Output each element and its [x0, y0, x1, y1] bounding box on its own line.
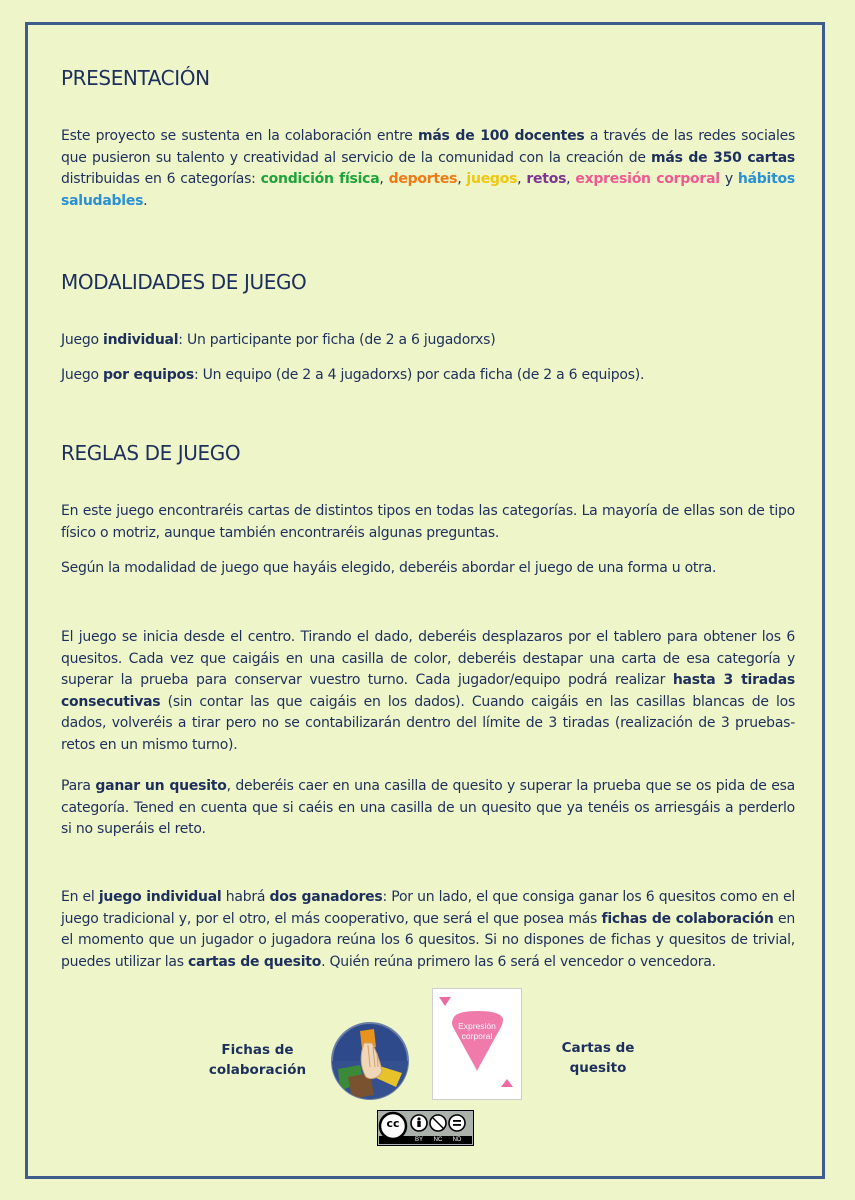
category-retos: retos: [526, 171, 567, 187]
quesito-card: [432, 988, 522, 1100]
heading-modalidades: MODALIDADES DE JUEGO: [61, 270, 307, 294]
reglas-paragraph-2: Según la modalidad de juego que hayáis elegido, deberéis abordar el juego de una forma u otra.: [61, 560, 717, 576]
presentacion-paragraph: Este proyecto se sustenta en la colaboración entre más de 100 docentes a través de las redes sociales que pusieron su talento y creatividad al servicio de la comunidad con la creación de más de 350 cartas distribuidas en 6 categorías: condición física, deportes, juegos, retos, expresión corporal y hábitos saludables.: [61, 128, 795, 209]
fichas-label: Fichas de colaboración: [208, 1042, 307, 1078]
category-deportes: deportes: [388, 171, 458, 187]
highlight-cartas: más de 350 cartas: [651, 149, 795, 166]
reglas-paragraph-5: En el juego individual habrá dos ganadores: Por un lado, el que consiga ganar los 6 quesitos como en el juego tradicional y, por el otro, el más cooperativo, que será el que posea más fichas de colaboración en el momento que un jugador o jugadora reúna los 6 quesitos. Si no dispones de fichas y quesitos de trivial, puedes utilizar las cartas de quesito. Quién reúna primero las 6 será el vencedor o vencedora.: [61, 889, 796, 970]
license-by-text: BY: [414, 1137, 423, 1143]
highlight-docentes: más de 100 docentes: [418, 128, 585, 144]
category-condicion-fisica: condición física: [260, 171, 380, 187]
reglas-paragraph-4: Para ganar un quesito, deberéis caer en una casilla de quesito y superar la prueba que se os pida de esa categoría. Tened en cuenta que si caéis en una casilla de un quesito que ya tenéis os arriesgáis a perderlo si no superáis el reto.: [61, 778, 795, 837]
cc-license-badge: [377, 1110, 474, 1146]
collaboration-token-icon: [330, 1021, 410, 1101]
quesito-card-icon: [433, 989, 521, 1099]
category-expresion-corporal: expresión corporal: [575, 171, 720, 187]
nd-icon: [449, 1115, 465, 1131]
heading-reglas: REGLAS DE JUEGO: [61, 441, 241, 465]
modalidad-equipos: Juego por equipos: Un equipo (de 2 a 4 jugadorxs) por cada ficha (de 2 a 6 equipos).: [61, 367, 645, 383]
modalidad-individual: Juego individual: Un participante por ficha (de 2 a 6 jugadorxs): [61, 332, 496, 348]
cartas-label: Cartas de quesito: [561, 1040, 635, 1076]
category-juegos: juegos: [466, 171, 518, 187]
heading-presentacion: PRESENTACIÓN: [61, 66, 210, 90]
reglas-paragraph-1: En este juego encontraréis cartas de distintos tipos en todas las categorías. La mayoría de ellas son de tipo físico o motriz, aunque también encontraréis algunas preguntas.: [61, 503, 795, 541]
license-nd-text: ND: [452, 1137, 462, 1143]
category-habitos-saludables: hábitos saludables: [61, 171, 795, 209]
card-caption: Expresión corporal: [458, 1021, 496, 1041]
reglas-paragraph-3: El juego se inicia desde el centro. Tirando el dado, deberéis desplazaros por el tablero para obtener los 6 quesitos. Cada vez que caigáis en una casilla de color, deberéis destapar una carta de esa categoría y superar la prueba para conservar vuestro turno. Cada jugador/equipo podrá realizar hasta 3 tiradas consecutivas (sin contar las que caigáis en los dados). Cuando caigáis en las casillas blancas de los dados, volveréis a tirar pero no se contabilizarán dentro del límite de 3 tiradas (realización de 3 pruebas-retos en un mismo turno).: [61, 629, 795, 753]
license-nc-text: NC: [433, 1137, 443, 1143]
cc-symbol-text: cc: [386, 1117, 400, 1130]
